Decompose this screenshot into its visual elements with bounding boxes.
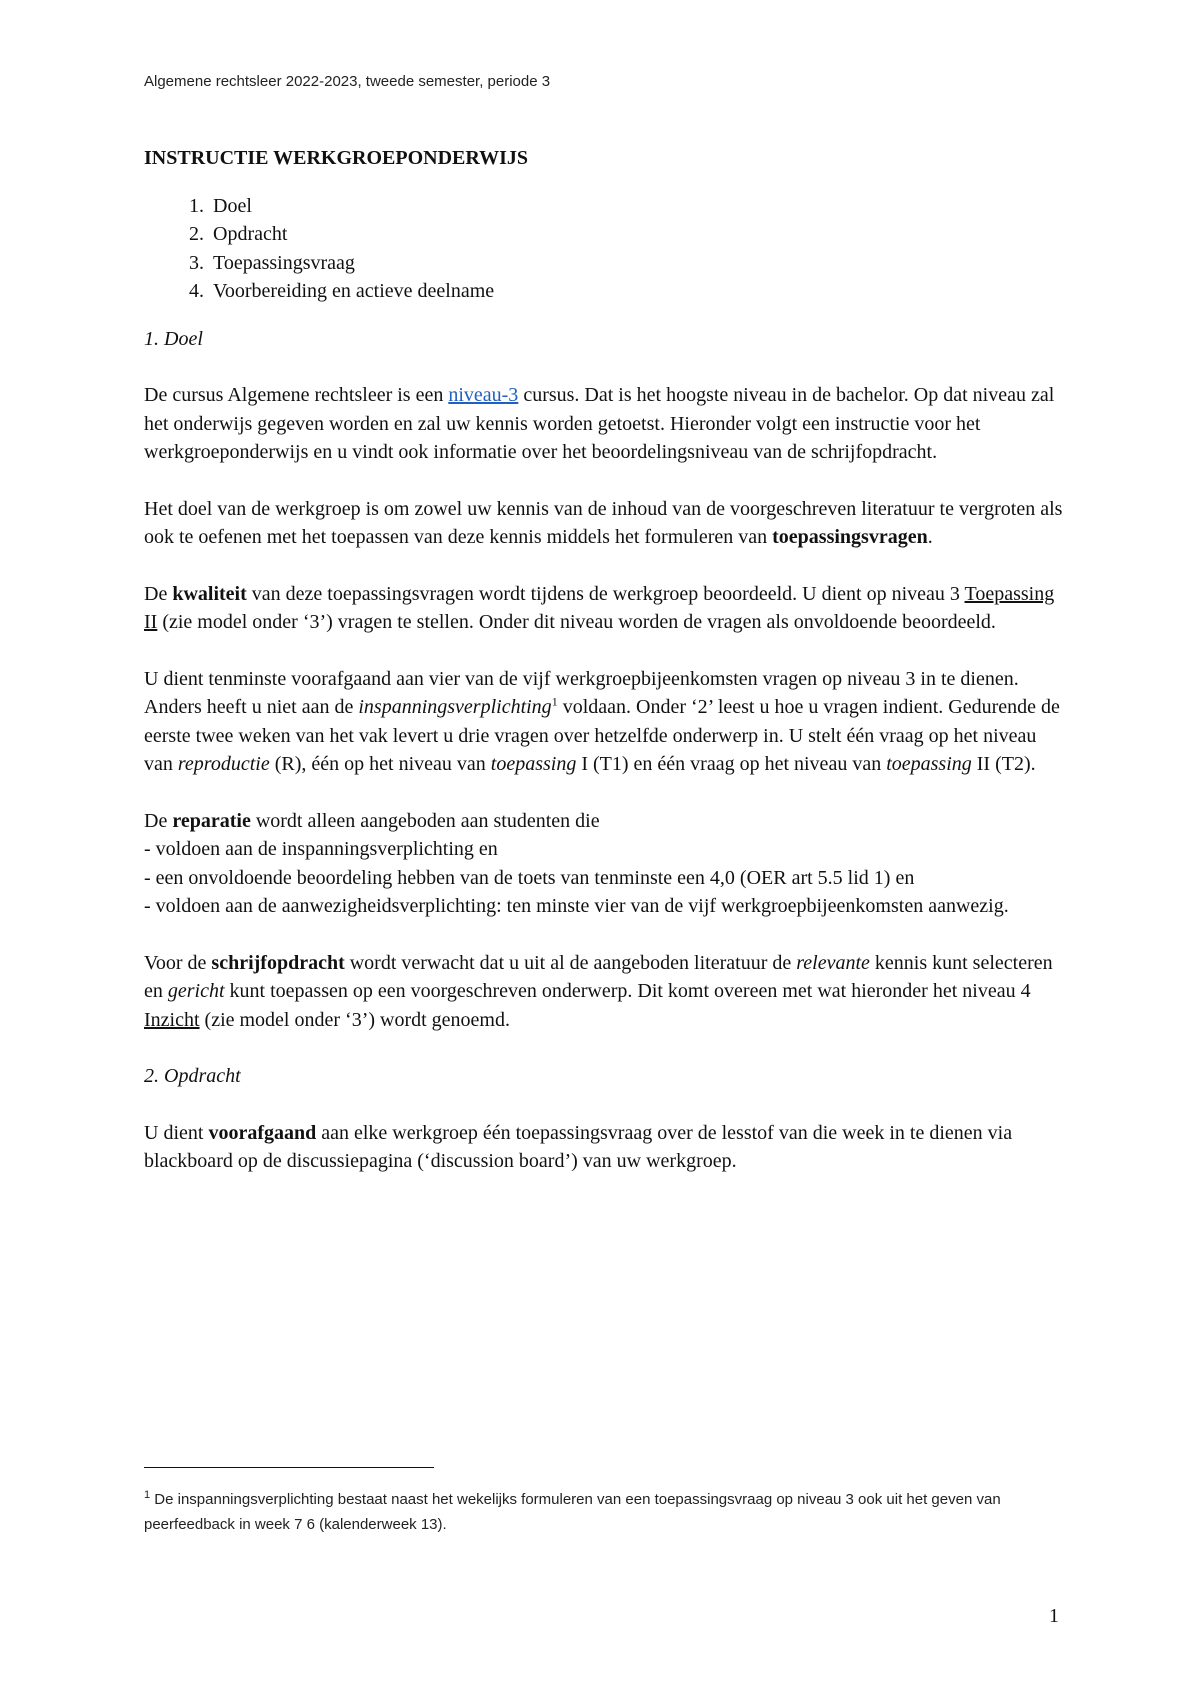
paragraph-indienen: U dient tenminste voorafgaand aan vier van de vijf werkgroepbijeenkomsten vragen op niveau 3 in te dienen. Anders heeft u niet aan de inspanningsverplichting$^1$ voldaan. Onder ‘2’ leest u hoe u vragen indient. Gedurende de eerste twee weken van het vak levert u drie vragen over hetzelfde onderwerp in. U stelt één vraag op het niveau van reproductie (R), één op het niveau van toepassing I (T1) en één vraag op het niveau van toepassing II (T2).: [144, 667, 1060, 775]
paragraph-doel-werkgroep: Het doel van de werkgroep is om zowel uw kennis van de inhoud van de voorgeschreven literatuur te vergroten als ook te oefenen met het toepassen van deze kennis middels het formuleren van toepassingsvragen.: [144, 497, 1063, 548]
inzicht-term: Inzicht: [144, 1008, 200, 1031]
reparatie-conditions-list: [144, 835, 1064, 921]
footnote-reference[interactable]: 1: [551, 694, 558, 709]
running-header: Algemene rechtsleer 2022-2023, tweede semester, periode 3: [144, 73, 551, 90]
document-title: INSTRUCTIE WERKGROEPONDERWIJS: [144, 147, 529, 169]
page-number: 1: [1049, 1605, 1059, 1627]
footnote: [144, 1487, 1064, 1537]
list-item: - voldoen aan de aanwezigheidsverplichting: ten minste vier van de vijf werkgroepbijeenkomsten aanwezig.: [144, 895, 1009, 917]
footnote-number: 1: [144, 1489, 151, 1501]
paragraph-kwaliteit: De kwaliteit van deze toepassingsvragen wordt tijdens de werkgroep beoordeeld. U dient op niveau 3 Toepassing II (zie model onder ‘3’) vragen te stellen. Onder dit niveau worden de vragen als onvoldoende beoordeeld.: [144, 582, 1055, 633]
section-heading-doel: 1. Doel: [144, 327, 203, 350]
section-heading-opdracht: 2. Opdracht: [144, 1065, 241, 1087]
footnote-text: De inspanningsverplichting bestaat naast het wekelijks formuleren van een toepassingsvraag op niveau 3 ook uit het geven van peerfeedback in week 7 6 (kalenderweek 13).: [144, 1491, 1001, 1533]
main-content: [144, 144, 1064, 1204]
paragraph-niveau: De cursus Algemene rechtsleer is een niveau-3 cursus. Dat is het hoogste niveau in de bachelor. Op dat niveau zal het onderwijs gegeven worden en zal uw kennis worden getoetst. Hieronder volgt een instructie voor het werkgroeponderwijs en u vindt ook informatie over het beoordelingsniveau van de schrijfopdracht.: [144, 384, 1055, 463]
niveau-3-link[interactable]: niveau-3: [448, 384, 519, 406]
toc-item: 2. Opdracht: [209, 220, 1064, 249]
list-item: - een onvoldoende beoordeling hebben van de toets van tenminste een 4,0 (OER art 5.5 lid 1) en: [144, 866, 915, 889]
toc-item: 1. Doel: [209, 192, 1064, 221]
table-of-contents: [144, 192, 1064, 306]
toc-item: 4. Voorbereiding en actieve deelname: [209, 277, 1064, 306]
list-item: - voldoen aan de inspanningsverplichting en: [144, 838, 498, 860]
footnote-divider: [144, 1467, 434, 1468]
toepassing-ii-term: Toepassing II: [144, 582, 1055, 633]
paragraph-opdracht: U dient voorafgaand aan elke werkgroep één toepassingsvraag over de lesstof van die week in te dienen via blackboard op de discussiepagina (‘discussion board’) van uw werkgroep.: [144, 1121, 1013, 1172]
toc-item: 3. Toepassingsvraag: [209, 249, 1064, 278]
paragraph-schrijfopdracht: Voor de schrijfopdracht wordt verwacht dat u uit al de aangeboden literatuur de relevante kennis kunt selecteren en gericht kunt toepassen op een voorgeschreven onderwerp. Dit komt overeen met wat hieronder het niveau 4 Inzicht (zie model onder ‘3’) wordt genoemd.: [144, 951, 1053, 1031]
paragraph-reparatie: De reparatie wordt alleen aangeboden aan studenten die - voldoen aan de inspanningsverplichting en - een onvoldoende beoordeling hebben van de toets van tenminste een 4,0 (OER art 5.5 lid 1) en - voldoen aan de aanwezigheidsverplichting: ten minste vier van de vijf werkgroepbijeenkomsten aanwezig.: [144, 807, 1064, 921]
